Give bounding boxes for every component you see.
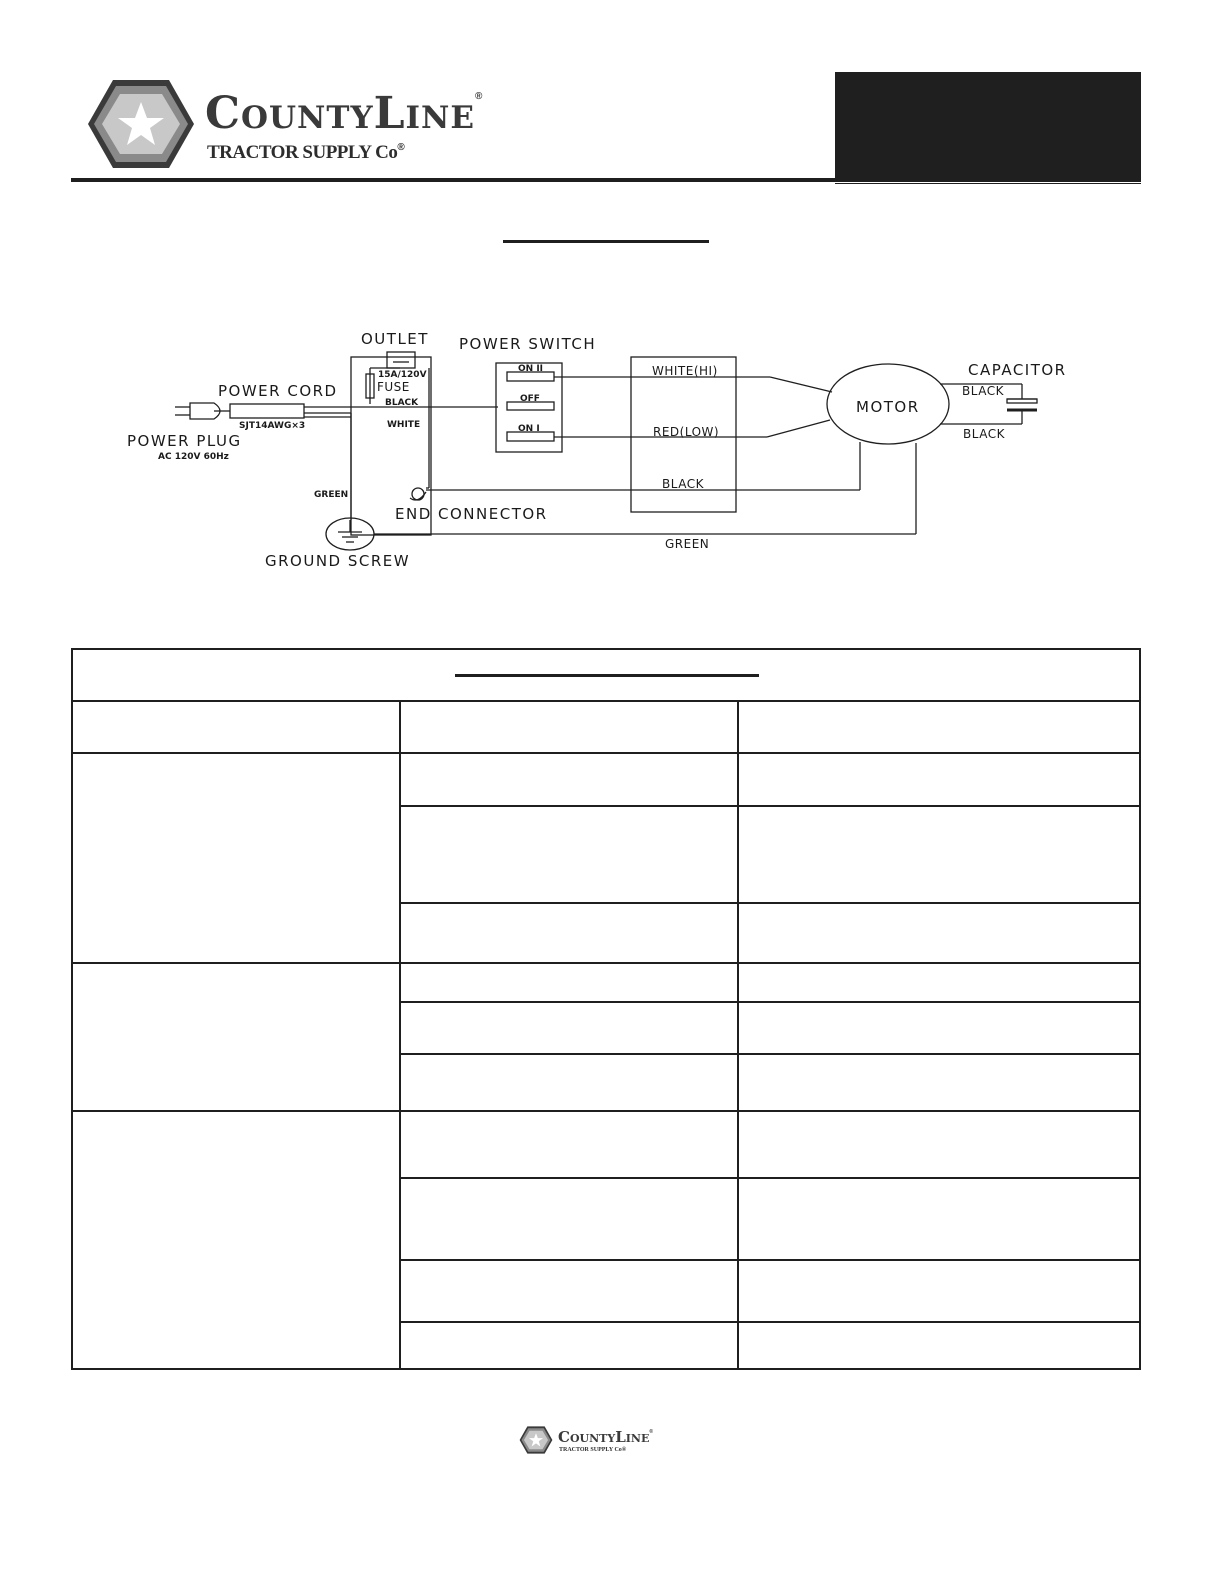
- table-group-rule: [73, 1110, 1139, 1112]
- table-group-rule: [73, 962, 1139, 964]
- troubleshooting-table: [71, 648, 1141, 1370]
- cord-spec-label: SJT14AWG×3: [239, 421, 306, 431]
- section-title-underline: [503, 240, 709, 243]
- table-column-header-rule: [73, 752, 1139, 754]
- power-plug-label: POWER PLUG: [127, 432, 242, 450]
- table-row-rule: [399, 1321, 1139, 1323]
- switch-off-label: OFF: [520, 394, 540, 404]
- brand-name: CountyLine®: [205, 88, 484, 139]
- brand-subtitle: TRACTOR SUPPLY Co®: [207, 142, 405, 163]
- green-bottom-label: GREEN: [665, 537, 710, 551]
- green-left-label: GREEN: [314, 490, 349, 500]
- capacitor-label: CAPACITOR: [968, 361, 1067, 379]
- wiring-diagram: [0, 300, 1224, 590]
- footer-logo-icon: [519, 1424, 553, 1456]
- switch-on2-label: ON II: [518, 364, 544, 374]
- table-column-divider: [737, 700, 739, 1370]
- header-rule: [71, 178, 1141, 182]
- end-connector-label: END CONNECTOR: [395, 505, 548, 523]
- switch-on1-label: ON I: [518, 424, 540, 434]
- header-title-box: [835, 72, 1141, 178]
- header-rule-thin: [835, 183, 1141, 184]
- outlet-label: OUTLET: [361, 330, 429, 348]
- black-cord-label: BLACK: [385, 398, 419, 408]
- table-column-divider: [399, 700, 401, 1370]
- power-switch-label: POWER SWITCH: [459, 335, 597, 353]
- power-cord-label: POWER CORD: [218, 382, 338, 400]
- cap-black-top-label: BLACK: [962, 384, 1004, 398]
- cap-black-bottom-label: BLACK: [963, 427, 1005, 441]
- page-header: [0, 0, 1224, 190]
- table-row-rule: [399, 1053, 1139, 1055]
- table-row-rule: [399, 902, 1139, 904]
- red-low-label: RED(LOW): [653, 425, 720, 439]
- countyline-logo-icon: [86, 78, 196, 170]
- white-hi-label: WHITE(HI): [652, 364, 718, 378]
- black-mid-label: BLACK: [662, 477, 704, 491]
- table-row-rule: [399, 1177, 1139, 1179]
- table-row-rule: [399, 805, 1139, 807]
- footer-brand-name: CountyLine®: [558, 1428, 654, 1446]
- white-cord-label: WHITE: [387, 420, 421, 430]
- table-row-rule: [399, 1259, 1139, 1261]
- motor-label: MOTOR: [856, 398, 920, 416]
- table-title-underline: [455, 674, 759, 677]
- table-header-rule: [73, 700, 1139, 702]
- footer-brand-subtitle: TRACTOR SUPPLY Co®: [559, 1447, 627, 1453]
- ground-screw-label: GROUND SCREW: [265, 552, 411, 570]
- fuse-rating-label: 15A/120V: [378, 370, 427, 380]
- plug-spec-label: AC 120V 60Hz: [158, 452, 229, 462]
- fuse-label: FUSE: [377, 380, 410, 394]
- table-row-rule: [399, 1001, 1139, 1003]
